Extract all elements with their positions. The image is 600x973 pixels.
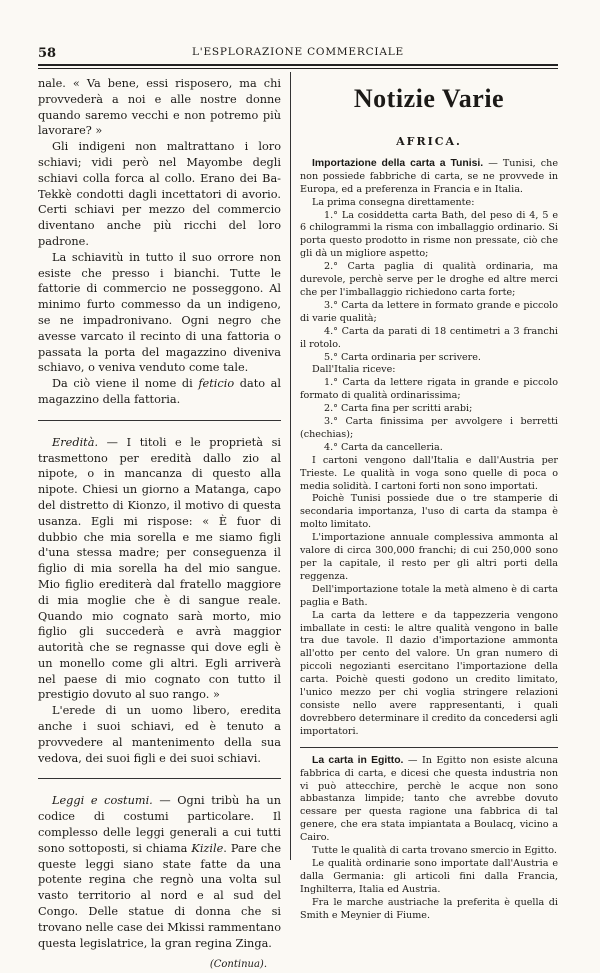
article-rule xyxy=(300,747,558,748)
right-column xyxy=(300,82,558,922)
region-heading: AFRICA. xyxy=(396,135,462,148)
paragraph: L'erede di un uomo libero, eredita anche i suoi schiavi, ed è tenuto a provvedere al mantenimento della sua vedova, dei suoi figli e dei suoi schiavi. xyxy=(38,704,281,765)
section-leggi xyxy=(38,793,281,951)
paragraph: Fra le marche austriache la preferita è quella di Smith e Meynier di Fiume. xyxy=(300,896,558,921)
list-item: 2.° Carta paglia di qualità ordinaria, ma durevole, perchè serve per le droghe ed altre merci che per l'imballaggio richiedono carta forte; xyxy=(300,261,558,298)
text-run: . Pare che queste leggi siano state fatte da una potente regina che regnò una volta sul vasto territorio al nord e al sud del Congo. Delle statue di donna che si trovano nelle case dei Mkissi rammentano questa legislatrice, la gran regina Zinga. xyxy=(38,841,282,950)
paragraph: Tutte le qualità di carta trovano smercio in Egitto. xyxy=(312,845,557,857)
paragraph: La carta da lettere e da tappezzeria vengono imballate in cesti: le altre qualità vengono in balle tra due tavole. Il dazio d'importazione ammonta all'otto per cento del valore. Un gran numero di piccoli negozianti esercitano l'importazione della carta. Poichè questi godono un credito limitato, l'unico mezzo per chi voglia stringere relazioni consiste nello avere rappresentanti, i quali dovrebbero determinare il credito da concedersi agli importatori. xyxy=(300,609,558,737)
paragraph: I cartoni vengono dall'Italia e dall'Austria per Trieste. Le qualità in voga sono quelle di poca o media solidità. I cartoni forti non sono importati. xyxy=(300,454,558,492)
section-title: Notizie Varie xyxy=(353,84,505,113)
text-run: — Ogni tribù ha un codice di costumi particolare. Il complesso delle leggi generali a cui tutti sono sottoposti, si chiama xyxy=(38,794,281,855)
running-title: L'ESPLORAZIONE COMMERCIALE xyxy=(191,46,404,58)
list-item: 3.° Carta da lettere in formato grande e piccolo di varie qualità; xyxy=(300,299,558,324)
list-label: Dall'Italia riceve: xyxy=(312,364,396,376)
list-label: La prima consegna direttamente: xyxy=(312,196,475,208)
paragraph: Poichè Tunisi possiede due o tre stamperie di secondaria importanza, l'uso di carta da stampa è molto limitato. xyxy=(300,493,558,531)
header-rule-thin xyxy=(38,68,558,69)
paragraph: L'importazione annuale complessiva ammonta al valore di circa 300,000 franchi; di cui 250,000 sono per la capitale, il resto per gli altri porti della reggenza. xyxy=(300,532,558,582)
column-divider xyxy=(290,72,291,860)
text-run: — In Egitto non esiste alcuna fabbrica di carta, e dicesi che questa industria non vi può attecchire, perchè le acque non sono abbastanza limpide; tanto che avrebbe dovuto cessare per questa ragione una fabbrica di tal genere, che era stata impiantata a Boulacq, vicino a Cairo. xyxy=(300,754,558,844)
paragraph: La schiavitù in tutto il suo orrore non esiste che presso i bianchi. Tutte le fattorie di commercio ne posseggono. Al minimo furto commesso da un indigeno, se ne impadronivano. Ogni negro che avesse varcato il recinto di una fattoria o passata la porta del magazzino diveniva schiavo, o veniva venduto come tale. xyxy=(38,250,281,375)
left-column xyxy=(38,76,281,973)
text-run: — Tunisi, che non possiede fabbriche di carta, se ne provvede in Europa, ed a preferenza in Francia e in Italia. xyxy=(300,157,558,195)
article-tunisi xyxy=(300,158,558,197)
page-number: 58 xyxy=(38,46,57,61)
section-rule xyxy=(38,778,281,779)
paragraph: Gli indigeni non maltrattano i loro schiavi; vidi però nel Mayombe degli schiavi colla forca al collo. Erano dei Ba-Tekkè condotti dagli incettatori di avorio. Certi schiavi per mezzo del commercio diventano anche più ricchi del loro padrone. xyxy=(38,140,281,248)
section-heading: Eredità. xyxy=(52,435,99,449)
article-heading: Importazione della carta a Tunisi. xyxy=(312,157,484,169)
italic-term: feticio xyxy=(198,377,235,391)
list-item: 4.° Carta da cancelleria. xyxy=(324,441,443,453)
list-item: 4.° Carta da parati di 18 centimetri a 3 franchi il rotolo. xyxy=(300,325,558,350)
list-item: 2.° Carta fina per scritti arabi; xyxy=(324,403,473,415)
page-header xyxy=(38,46,558,62)
paragraph: Dell'importazione totale la metà almeno è di carta paglia e Bath. xyxy=(300,583,558,608)
header-rule xyxy=(38,64,558,66)
section-rule xyxy=(38,420,281,421)
text-run: Da ciò viene il nome di xyxy=(52,377,199,391)
list-item: 5.° Carta ordinaria per scrivere. xyxy=(324,351,481,363)
list-item: 1.° La cosiddetta carta Bath, del peso di 4, 5 e 6 chilogrammi la risma con imballaggio ordinario. Si porta questo prodotto in risme non pressate, ciò che gli dà un migliore aspetto; xyxy=(300,209,558,260)
text-run: — I titoli e le proprietà si trasmettono per eredità dallo zio al nipote, o in mancanza di questo alla nipote. Chiesi un giorno a Matanga, capo del distretto di Kionzo, il motivo di questa usanza. Egli mi rispose: « È fuor di dubbio che mia sorella e me siamo figli d'una stessa madre; per conseguenza il figlio di mia sorella ha del mio sangue. Mio figlio erediterà dal fratello maggiore di mia moglie che è di sangue reale. Quando mio cognato sarà morto, mio figlio gli succederà e avrà maggior autorità che se regnasse qui dove egli è un monello come gli altri. Egli arriverà nel paese di mio cognato con tutto il prestigio dovuto al suo rango. » xyxy=(38,435,281,702)
list-item: 3.° Carta finissima per avvolgere i berretti (chechias); xyxy=(300,416,558,440)
paragraph: Le qualità ordinarie sono importate dall'Austria e dalla Germania: gli articoli fini dalla Francia, Inghilterra, Italia ed Austria. xyxy=(300,857,558,895)
text-run: dato al magazzino della fattoria. xyxy=(38,377,281,406)
article-egitto xyxy=(300,755,558,845)
section-eredita xyxy=(38,435,281,704)
paragraph: nale. « Va bene, essi risposero, ma chi provvederà a noi e alle nostre donne quando saremo vecchi e non potremo più lavorare? » xyxy=(38,77,281,138)
article-heading: La carta in Egitto. xyxy=(312,754,404,766)
list-item: 1.° Carta da lettere rigata in grande e piccolo formato di qualità ordinarissima; xyxy=(300,377,558,402)
continua-note: (Continua). xyxy=(209,959,267,971)
italic-term: Kizile xyxy=(191,841,224,855)
section-heading: Leggi e costumi. xyxy=(52,794,153,808)
paragraph xyxy=(38,376,281,408)
